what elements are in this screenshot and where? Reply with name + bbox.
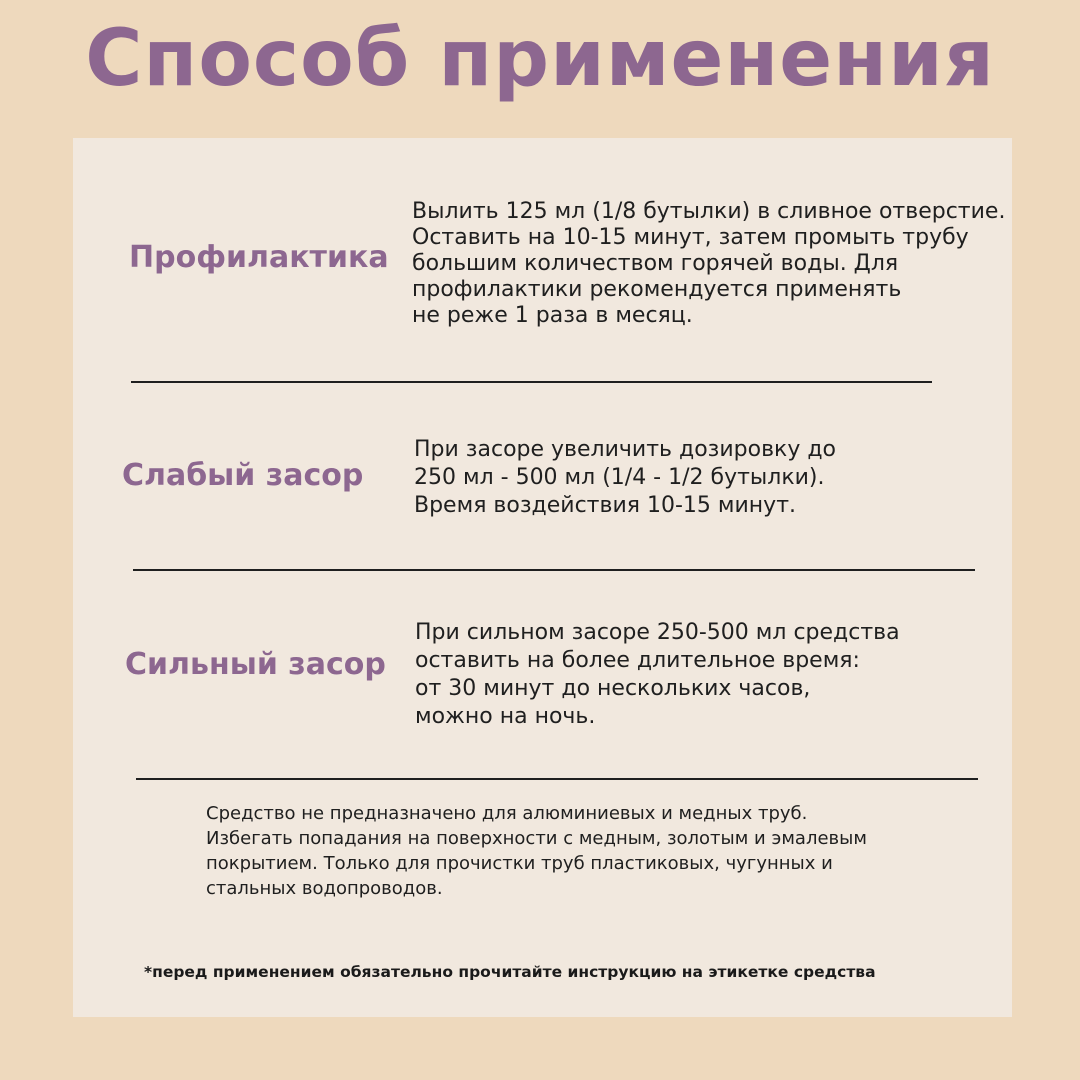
description-line: не реже 1 раза в месяц. (412, 303, 693, 328)
section-description-prophylaxis (412, 199, 1005, 329)
description-line: 250 мл - 500 мл (1/4 - 1/2 бутылки). (414, 465, 825, 490)
description-line: Время воздействия 10-15 минут. (414, 493, 797, 518)
description-line: При сильном засоре 250-500 мл средства (415, 620, 900, 645)
description-line: оставить на более длительное время: (415, 648, 860, 673)
description-line: Оставить на 10-15 минут, затем промыть трубу (412, 225, 969, 250)
page-title: Способ применения (85, 14, 995, 104)
description-line: При засоре увеличить дозировку до (414, 437, 837, 462)
description-line: профилактики рекомендуется применять (412, 277, 902, 302)
section-divider (136, 778, 978, 780)
section-divider (133, 569, 975, 571)
warning-note (206, 801, 867, 901)
description-line: Вылить 125 мл (1/8 бутылки) в сливное отверстие. (412, 199, 1006, 224)
section-description-light-clog (414, 436, 836, 520)
section-description-heavy-clog (415, 619, 900, 731)
section-label-light-clog: Слабый засор (122, 458, 364, 493)
note-line: стальных водопроводов. (206, 878, 443, 899)
description-line: большим количеством горячей воды. Для (412, 251, 899, 276)
footnote: *перед применением обязательно прочитайте инструкцию на этикетке средства (144, 963, 876, 981)
note-line: покрытием. Только для прочистки труб пластиковых, чугунных и (206, 853, 833, 874)
section-label-prophylaxis: Профилактика (129, 240, 389, 275)
note-line: Избегать попадания на поверхности с медным, золотым и эмалевым (206, 828, 867, 849)
section-label-heavy-clog: Сильный засор (125, 647, 386, 682)
note-line: Средство не предназначено для алюминиевых и медных труб. (206, 803, 808, 824)
instructions-card (73, 138, 1012, 1017)
description-line: можно на ночь. (415, 704, 596, 729)
description-line: от 30 минут до нескольких часов, (415, 676, 811, 701)
section-divider (131, 381, 932, 383)
